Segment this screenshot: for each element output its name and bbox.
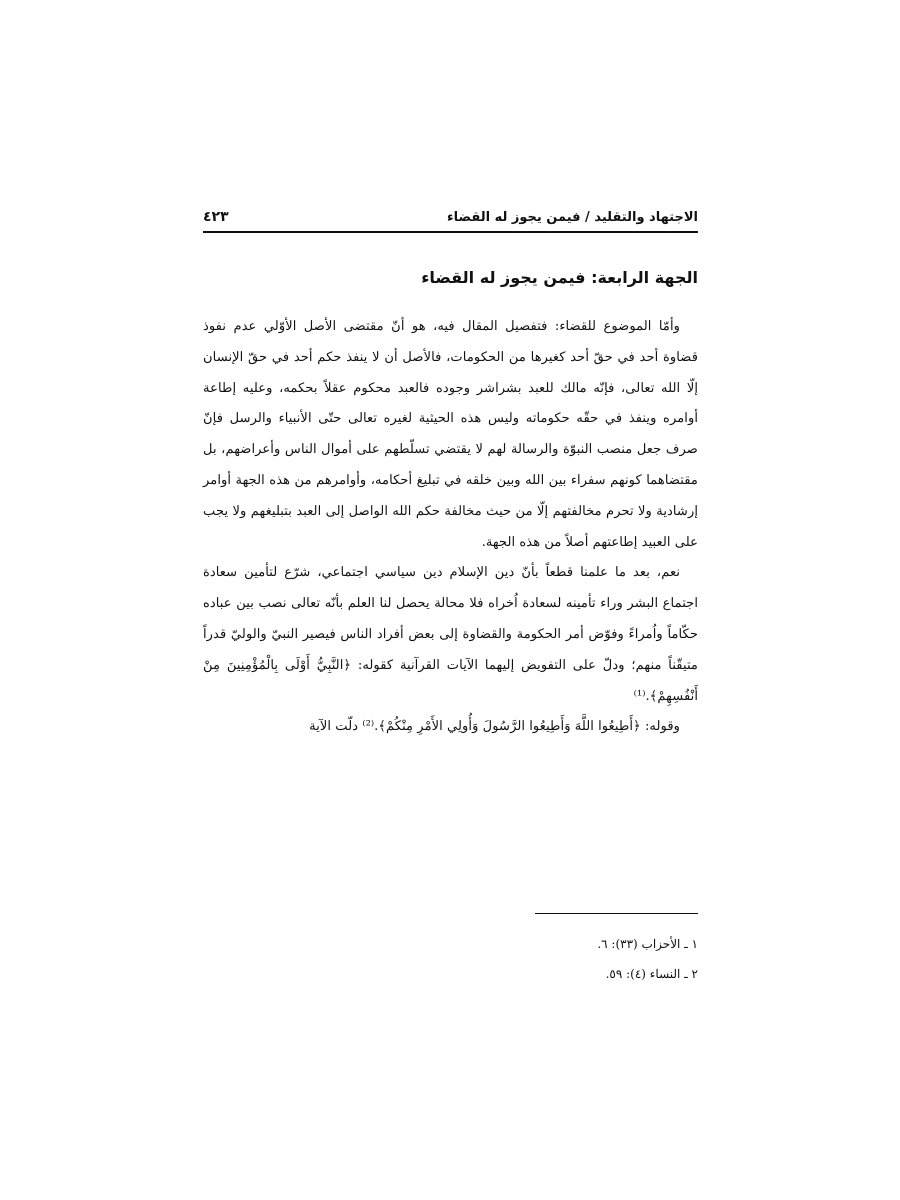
page-number: ٤٢٣ [203, 209, 229, 225]
paragraph: وقوله: ﴿أَطِيعُوا اللَّهَ وَأَطِيعُوا الرَّسُولَ وَأُولِي الأَمْرِ مِنْكُمْ﴾.⁽²⁾ دلّت الآية [309, 719, 680, 735]
body-text [203, 312, 698, 743]
paragraph: نعم، بعد ما علمنا قطعاً بأنّ دين الإسلام دين سياسي اجتماعي، شرّع لتأمين سعادة اجتماع البشر وراء تأمينه لسعادة اُخراه فلا محالة يحصل لنا العلم بأنّه تعالى نصب بين عباده حكّاماً واُمراءً وفوّض أمر الحكومة والقضاوة إلى بعض أفراد الناس فيصير النبيّ والوليّ قدراً متيقّناً منهم؛ ودلّ على التفويض إليهما الآيات القرآنية كقوله: ﴿النَّبِيُّ أَوْلَى بِالْمُؤْمِنِينَ مِنْ أَنْفُسِهِمْ﴾.⁽¹⁾ [203, 565, 698, 704]
header-rule [203, 231, 698, 233]
footnote: ٢ ـ النساء (٤): ٥٩. [605, 967, 698, 981]
footnotes [203, 929, 698, 989]
footnote-rule [535, 913, 698, 914]
paragraph: وأمّا الموضوع للقضاء: فتفصيل المقال فيه، هو أنّ مقتضى الأصل الأوّلي عدم نفوذ قضاوة أحد في حقّ أحد كغيرها من الحكومات، فالأصل أن لا ينفذ حكم أحد في حقّ الإنسان إلّا الله تعالى، فإنّه مالك للعبد بشراشر وجوده فالعبد محكوم عقلاً بحكمه، وعليه إطاعة أوامره وينفذ في حقّه حكوماته وليس هذه الحيثية لغيره تعالى حتّى الأنبياء والرسل فإنّ صرف جعل منصب النبوّة والرسالة لهم لا يقتضي تسلّطهم على أموال الناس وأعراضهم، بل مقتضاهما كونهم سفراء بين الله وبين خلقه في تبليغ أحكامه، وأوامرهم من هذه الجهة أوامر إرشادية ولا تحرم مخالفتهم إلّا من حيث مخالفة حكم الله الواصل إلى العبد بتبليغهم ولا يجب على العبيد إطاعتهم أصلاً من هذه الجهة. [203, 319, 698, 550]
section-title: الجهة الرابعة: فيمن يجوز له القضاء [421, 268, 698, 287]
running-title: الاجتهاد والتقليد / فيمن يجوز له القضاء [447, 209, 698, 225]
page-header [203, 203, 698, 231]
footnote: ١ ـ الأحزاب (٣٣): ٦. [597, 937, 698, 951]
